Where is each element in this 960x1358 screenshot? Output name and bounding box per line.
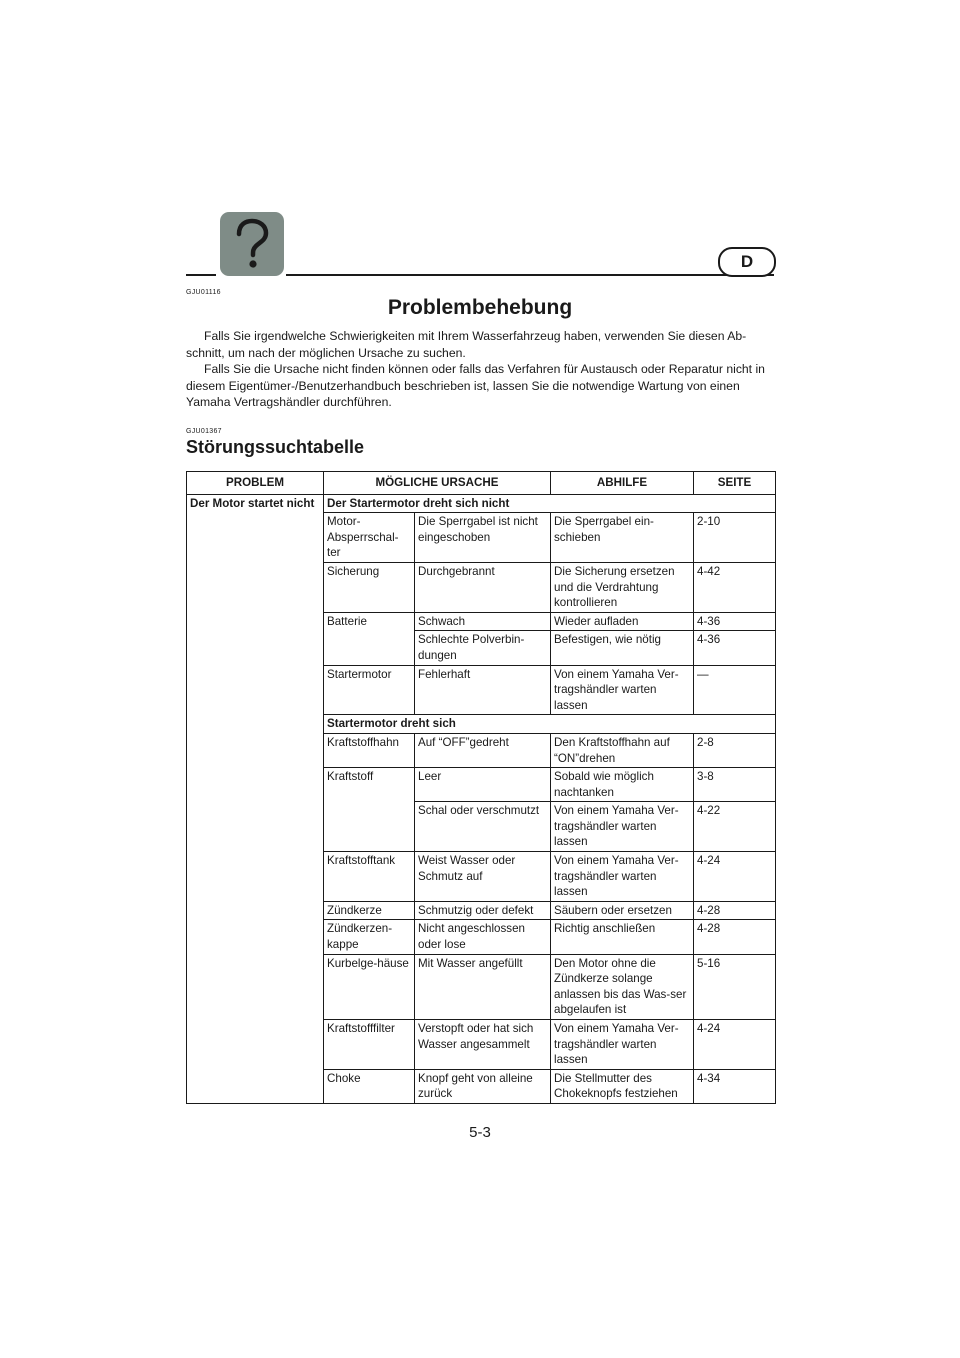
troubleshooting-table	[186, 471, 776, 1104]
page-cell: 4-24	[694, 1020, 776, 1070]
page-cell: 4-42	[694, 562, 776, 612]
intro-paragraph: Falls Sie irgendwelche Schwierigkeiten mit Ihrem Wasserfahrzeug haben, verwenden Sie diesen Ab-schnitt, um nach der möglichen Ursache zu suchen.	[186, 329, 747, 360]
remedy-cell: Die Stellmutter des Chokeknopfs festziehen	[551, 1069, 694, 1103]
component-cell: Zündkerze	[324, 901, 415, 920]
remedy-cell: Von einem Yamaha Ver-tragshändler warten lassen	[551, 802, 694, 852]
component-cell: Kraftstofftank	[324, 852, 415, 902]
cause-cell: Weist Wasser oder Schmutz auf	[415, 852, 551, 902]
page-cell: 4-36	[694, 631, 776, 665]
intro-text	[186, 328, 778, 411]
cause-cell: Mit Wasser angefüllt	[415, 954, 551, 1019]
component-cell: Kraftstofffilter	[324, 1020, 415, 1070]
page-cell: 4-36	[694, 612, 776, 631]
section-heading: Startermotor dreht sich	[324, 715, 776, 734]
page-cell: —	[694, 665, 776, 715]
section-code: GJU01367	[186, 428, 222, 435]
cause-cell: Auf “OFF”gedreht	[415, 733, 551, 767]
page-cell: 5-16	[694, 954, 776, 1019]
table-header-row	[187, 472, 776, 495]
cause-cell: Durchgebrannt	[415, 562, 551, 612]
remedy-cell: Befestigen, wie nötig	[551, 631, 694, 665]
component-cell: Kurbelge-häuse	[324, 954, 415, 1019]
cause-cell: Schwach	[415, 612, 551, 631]
cause-cell: Schlechte Polverbin-dungen	[415, 631, 551, 665]
remedy-cell: Von einem Yamaha Ver-tragshändler warten lassen	[551, 665, 694, 715]
component-cell: Kraftstoff	[324, 768, 415, 852]
page-cell: 4-24	[694, 852, 776, 902]
cause-cell: Die Sperrgabel ist nicht eingeschoben	[415, 513, 551, 563]
remedy-cell: Sobald wie möglich nachtanken	[551, 768, 694, 802]
remedy-cell: Richtig anschließen	[551, 920, 694, 954]
page-cell: 4-28	[694, 920, 776, 954]
intro-paragraph: Falls Sie die Ursache nicht finden können oder falls das Verfahren für Austausch oder Reparatur nicht in diesem Eigentümer-/Benutzerhandbuch beschrieben ist, lassen Sie die notwendige Wartung von einen Yamaha Vertragshändler durchführen.	[186, 362, 765, 410]
page-cell: 4-22	[694, 802, 776, 852]
cause-cell: Schal oder verschmutzt	[415, 802, 551, 852]
question-mark-icon	[220, 212, 284, 276]
remedy-cell: Die Sperrgabel ein-schieben	[551, 513, 694, 563]
cause-cell: Nicht angeschlossen oder lose	[415, 920, 551, 954]
page-title: Problembehebung	[387, 296, 573, 319]
remedy-cell: Wieder aufladen	[551, 612, 694, 631]
cause-cell: Schmutzig oder defekt	[415, 901, 551, 920]
remedy-cell: Den Motor ohne die Zündkerze solange anlassen bis das Was-ser abgelaufen ist	[551, 954, 694, 1019]
language-badge: D	[718, 247, 776, 277]
component-cell: Sicherung	[324, 562, 415, 612]
remedy-cell: Den Kraftstoffhahn auf “ON”drehen	[551, 733, 694, 767]
remedy-cell: Die Sicherung ersetzen und die Verdrahtung kontrollieren	[551, 562, 694, 612]
component-cell: Zündkerzen-kappe	[324, 920, 415, 954]
component-cell: Batterie	[324, 612, 415, 665]
column-header: ABHILFE	[551, 472, 694, 495]
component-cell: Startermotor	[324, 665, 415, 715]
cause-cell: Verstopft oder hat sich Wasser angesammelt	[415, 1020, 551, 1070]
remedy-cell: Von einem Yamaha Ver-tragshändler warten lassen	[551, 852, 694, 902]
section-heading: Der Startermotor dreht sich nicht	[324, 494, 776, 513]
page-number: 5-3	[469, 1124, 491, 1141]
cause-cell: Leer	[415, 768, 551, 802]
remedy-cell: Säubern oder ersetzen	[551, 901, 694, 920]
cause-cell: Fehlerhaft	[415, 665, 551, 715]
component-cell: Kraftstoffhahn	[324, 733, 415, 767]
section-code: GJU01116	[186, 289, 221, 296]
column-header: PROBLEM	[187, 472, 324, 495]
page-cell: 2-8	[694, 733, 776, 767]
column-header: MÖGLICHE URSACHE	[324, 472, 551, 495]
column-header: SEITE	[694, 472, 776, 495]
problem-cell: Der Motor startet nicht	[187, 494, 324, 1103]
page-cell: 4-34	[694, 1069, 776, 1103]
component-cell: Motor-Absperrschal-ter	[324, 513, 415, 563]
page-cell: 2-10	[694, 513, 776, 563]
page-cell: 3-8	[694, 768, 776, 802]
table-row	[187, 494, 776, 513]
page-cell: 4-28	[694, 901, 776, 920]
section-title: Störungssuchtabelle	[186, 437, 365, 457]
component-cell: Choke	[324, 1069, 415, 1103]
cause-cell: Knopf geht von alleine zurück	[415, 1069, 551, 1103]
remedy-cell: Von einem Yamaha Ver-tragshändler warten lassen	[551, 1020, 694, 1070]
